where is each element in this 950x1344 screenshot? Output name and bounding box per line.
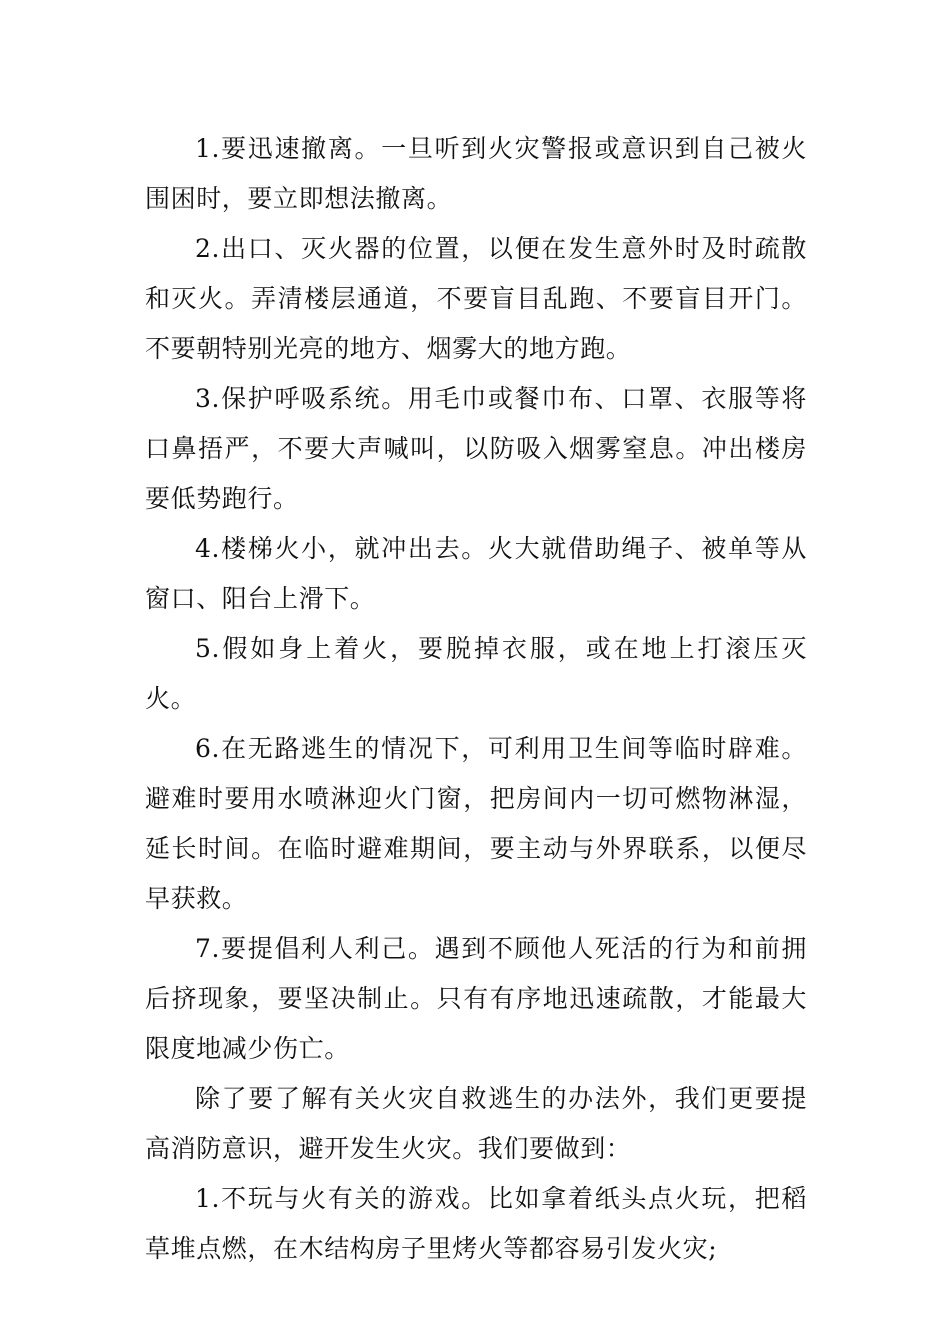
paragraph-fire-awareness: 除了要了解有关火灾自救逃生的办法外，我们更要提高消防意识，避开发生火灾。我们要做到： xyxy=(145,1084,807,1163)
paragraph-protect-breathing: 3.保护呼吸系统。用毛巾或餐巾布、口罩、衣服等将口鼻捂严，不要大声喊叫，以防吸入烟雾窒息。冲出楼房要低势跑行。 xyxy=(145,384,807,513)
paragraph-stairs: 4.楼梯火小，就冲出去。火大就借助绳子、被单等从窗口、阳台上滑下。 xyxy=(145,534,807,613)
paragraph-orderly-evacuation: 7.要提倡利人利己。遇到不顾他人死活的行为和前拥后挤现象，要坚决制止。只有有序地迅速疏散，才能最大限度地减少伤亡。 xyxy=(145,934,807,1063)
paragraph-no-fire-games: 1.不玩与火有关的游戏。比如拿着纸头点火玩，把稻草堆点燃，在木结构房子里烤火等都容易引发火灾; xyxy=(145,1184,807,1263)
document-body xyxy=(145,124,807,1274)
paragraph-know-exits: 2.出口、灭火器的位置，以便在发生意外时及时疏散和灭火。弄清楼层通道，不要盲目乱跑、不要盲目开门。不要朝特别光亮的地方、烟雾大的地方跑。 xyxy=(145,234,807,363)
paragraph-clothes-on-fire: 5.假如身上着火，要脱掉衣服，或在地上打滚压灭火。 xyxy=(145,634,807,713)
paragraph-escape-quickly: 1.要迅速撤离。一旦听到火灾警报或意识到自己被火围困时，要立即想法撤离。 xyxy=(145,134,807,213)
paragraph-temporary-refuge: 6.在无路逃生的情况下，可利用卫生间等临时辟难。避难时要用水喷淋迎火门窗，把房间内一切可燃物淋湿，延长时间。在临时避难期间，要主动与外界联系，以便尽早获救。 xyxy=(145,734,807,913)
